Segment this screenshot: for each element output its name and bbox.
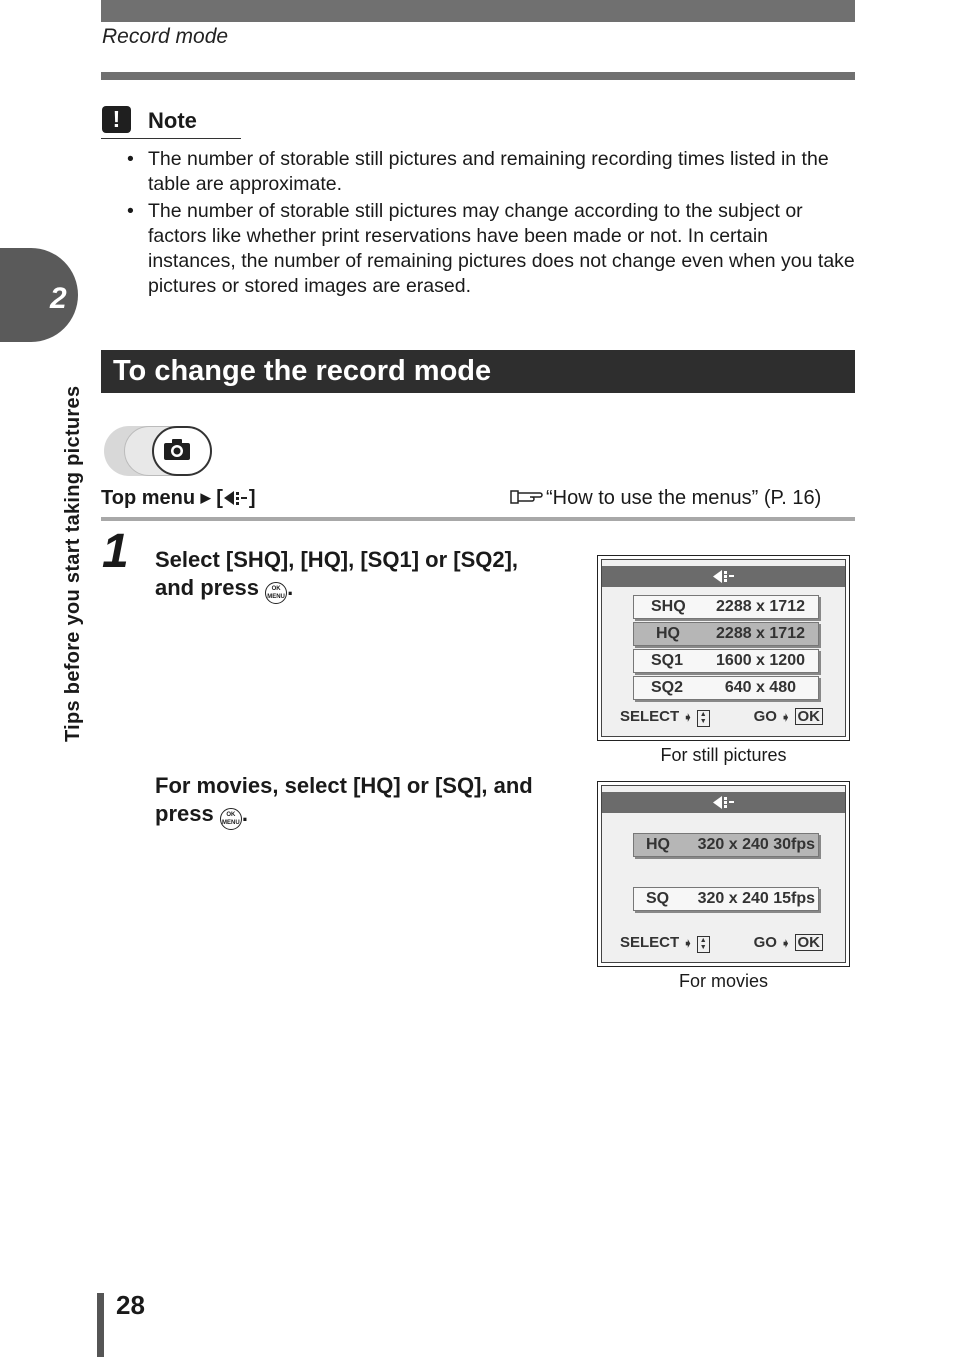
reference-hand-icon <box>510 488 546 506</box>
arrow-right-icon: ➧ <box>781 712 791 724</box>
section-heading: To change the record mode <box>101 350 855 393</box>
note-title: Note <box>148 108 197 133</box>
caption-still: For still pictures <box>660 745 787 765</box>
select-hint: SELECT ➧ ▲ ▼ <box>620 934 710 953</box>
instruction-period: . <box>287 575 294 600</box>
go-hint: GO ➧ OK <box>754 708 823 725</box>
reference-text: “How to use the menus” (P. 16) <box>546 487 822 509</box>
page-number: 28 <box>116 1290 145 1320</box>
instruction-text: For movies, select [HQ] or [SQ], and press <box>155 773 533 826</box>
step-number: 1 <box>102 525 129 578</box>
top-menu-label: Top menu <box>101 487 196 509</box>
arrow-right-icon: ➧ <box>683 938 693 950</box>
select-hint: SELECT ➧ ▲ ▼ <box>620 708 710 727</box>
record-mode-icon <box>223 490 249 506</box>
go-hint: GO ➧ OK <box>754 934 823 951</box>
movie-screen <box>597 781 850 967</box>
exclamation-icon: ! <box>102 106 131 133</box>
step-instruction-movie <box>155 772 575 830</box>
option-sq2[interactable]: SQ2 640 x 480 <box>633 676 819 700</box>
up-down-icon: ▲ ▼ <box>697 710 710 727</box>
menu-rule <box>101 517 855 521</box>
bracket-open: [ <box>216 487 223 509</box>
note-item: • The number of storable still pictures may change according to the subject or factors like whether print reservations have been made or not. In certain instances, the number of remaining pictures does not change even when you take pictures or stored images are erased. <box>126 199 861 299</box>
caption-movie: For movies <box>678 971 768 991</box>
arrow-right-icon: ➧ <box>781 938 791 950</box>
option-sq1[interactable]: SQ1 1600 x 1200 <box>633 649 819 673</box>
arrow-right-icon: ▶ <box>200 490 211 505</box>
screen-footer <box>620 934 823 954</box>
chapter-number: 2 <box>50 282 67 315</box>
up-down-icon: ▲ ▼ <box>697 936 710 953</box>
bracket-close: ] <box>248 487 256 509</box>
menu-path <box>101 487 256 510</box>
arrow-right-icon: ➧ <box>683 712 693 724</box>
record-mode-icon <box>712 795 736 810</box>
note-item: • The number of storable still pictures and remaining recording times listed in the table are approximate. <box>126 147 861 197</box>
chapter-label: Tips before you start taking pictures <box>62 385 84 742</box>
section-title: Record mode <box>102 25 229 48</box>
ok-menu-button-icon: OK MENU <box>265 582 287 604</box>
ok-icon: OK <box>795 934 824 951</box>
instruction-period: . <box>241 801 248 826</box>
header-rule <box>101 72 855 80</box>
note-list <box>126 147 861 301</box>
option-movie-hq[interactable]: HQ 320 x 240 30fps <box>633 833 819 857</box>
header-bar <box>101 0 855 22</box>
screen-footer <box>620 708 823 728</box>
menu-reference <box>510 487 821 510</box>
record-mode-icon <box>712 569 736 584</box>
camera-icon <box>163 437 191 461</box>
instruction-text: Select [SHQ], [HQ], [SQ1] or [SQ2], and press <box>155 547 519 600</box>
step-instruction-still <box>155 546 555 604</box>
option-shq[interactable]: SHQ 2288 x 1712 <box>633 595 819 619</box>
ok-menu-button-icon: OK MENU <box>220 808 242 830</box>
option-hq[interactable]: HQ 2288 x 1712 <box>633 622 819 646</box>
screen-title-bar <box>602 566 845 587</box>
still-picture-screen <box>597 555 850 741</box>
ok-icon: OK <box>795 708 824 725</box>
option-movie-sq[interactable]: SQ 320 x 240 15fps <box>633 887 819 911</box>
page-number-bar <box>97 1293 104 1357</box>
screen-title-bar <box>602 792 845 813</box>
note-divider <box>101 138 241 139</box>
